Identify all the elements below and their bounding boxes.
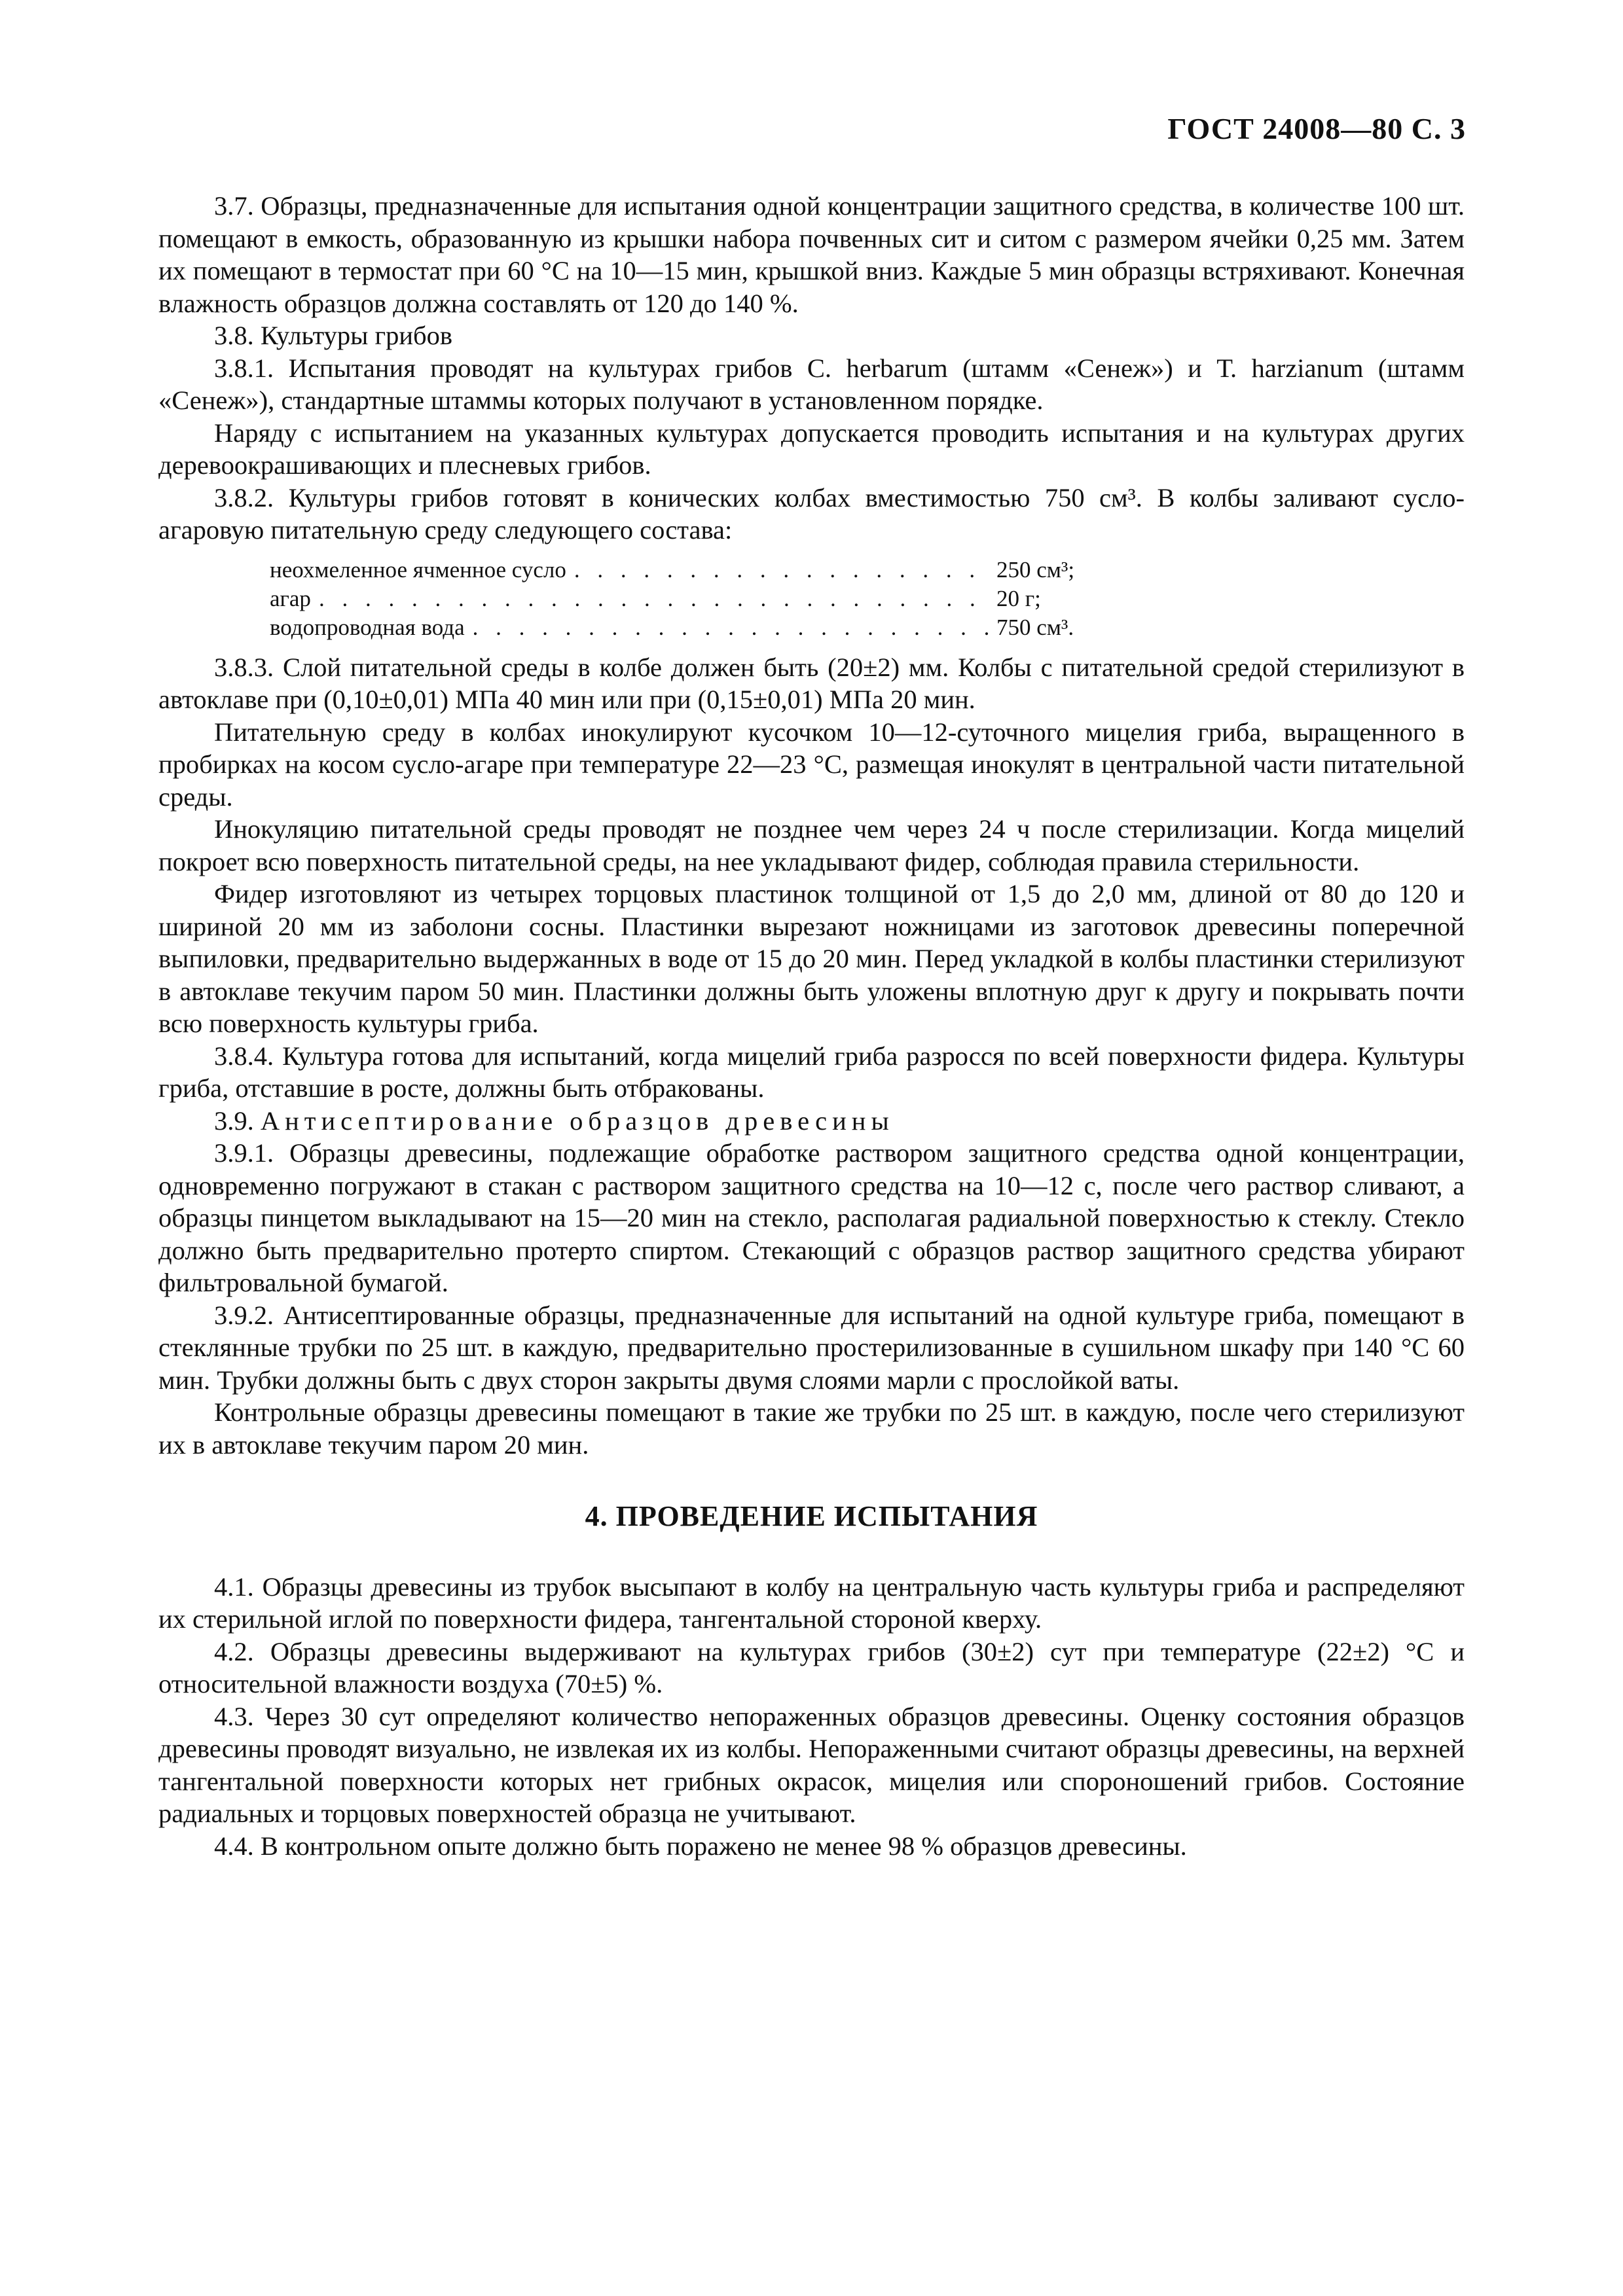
- paragraph-4-1: 4.1. Образцы древесины из трубок высыпают в колбу на центральную часть культуры гриба и распределяют их стерильной иглой по поверхности фидера, тангентальной стороной кверху.: [158, 1571, 1465, 1634]
- section-4-title: 4. ПРОВЕДЕНИЕ ИСПЫТАНИЯ: [585, 1500, 1038, 1532]
- paragraph-3-8-1-note: Наряду с испытанием на указанных культурах допускается проводить испытания и на культурах других деревоокрашивающих и плесневых грибов.: [158, 418, 1465, 480]
- paragraph-4-2: 4.2. Образцы древесины выдерживают на культурах грибов (30±2) сут при температуре (22±2) °С и относительной влажности воздуха (70±5) %.: [158, 1636, 1465, 1698]
- paragraph-3-8-2: 3.8.2. Культуры грибов готовят в конических колбах вместимостью 750 см³. В колбы заливают сусло-агаровую питательную среду следующего состава:: [158, 482, 1465, 545]
- paragraph-3-9-2: 3.9.2. Антисептированные образцы, предназначенные для испытаний на одной культуре гриба, помещают в стеклянные трубки по 25 шт. в каждую, предварительно простерилизованные в сушильном шкафу при 140 °С 60 мин. Трубки должны быть с двух сторон закрыты двумя слоями марли с прослойкой ваты.: [158, 1300, 1465, 1395]
- paragraph-control-samples: Контрольные образцы древесины помещают в такие же трубки по 25 шт. в каждую, после чего стерилизуют их в автоклаве текучим паром 20 мин.: [158, 1397, 1465, 1460]
- leader-dots: [574, 556, 989, 584]
- paragraph-3-8-1: 3.8.1. Испытания проводят на культурах грибов С. herbarum (штамм «Сенеж») и Т. harzianum (штамм «Сенеж»), стандартные штаммы которых получают в установленном порядке.: [158, 353, 1465, 415]
- paragraph-inoculation-timing: Инокуляцию питательной среды проводят не позднее чем через 24 ч после стерилизации. Когда мицелий покроет всю поверхность питательной среды, на нее укладывают фидер, соблюдая правила стерильности.: [158, 814, 1465, 876]
- recipe-row: [270, 556, 1108, 584]
- paragraph-3-9-1: 3.9.1. Образцы древесины, подлежащие обработке раствором защитного средства одной концентрации, одновременно погружают в стакан с раствором защитного средства на 10—12 с, после чего раствор сливают, а образцы пинцетом выкладывают на 15—20 мин на стекло, располагая радиальной поверхностью к стеклу. Стекло должно быть предварительно протерто спиртом. Стекающий с образцов раствор защитного средства убирают фильтровальной бумагой.: [158, 1138, 1465, 1297]
- recipe-ingredient: водопроводная вода: [270, 614, 465, 640]
- medium-recipe-list: [270, 556, 1108, 642]
- leader-dots: [473, 613, 989, 642]
- recipe-ingredient: неохмеленное ячменное сусло: [270, 556, 566, 583]
- recipe-ingredient: агар: [270, 585, 311, 611]
- subsection-number: 3.9.: [214, 1105, 254, 1136]
- page-header: ГОСТ 24008—80 С. 3: [1167, 112, 1466, 145]
- recipe-amount: 20 г;: [996, 585, 1041, 611]
- recipe-amount: 750 см³.: [996, 614, 1074, 640]
- paragraph-feeder: Фидер изготовляют из четырех торцовых пластинок толщиной от 1,5 до 2,0 мм, длиной от 80 до 120 и шириной 20 мм из заболони сосны. Пластинки вырезают ножницами из заготовок древесины поперечной выпиловки, предварительно выдержанных в воде от 15 до 20 мин. Перед укладкой в колбы пластинки стерилизуют в автоклаве текучим паром 50 мин. Пластинки должны быть уложены вплотную друг к другу и покрывать почти всю поверхность культуры гриба.: [158, 879, 1465, 1038]
- recipe-row: [270, 584, 1108, 613]
- subsection-title: Антисептирование образцов древесины: [260, 1105, 894, 1136]
- leader-dots: [319, 584, 989, 613]
- subsection-3-9-heading: [158, 1105, 1465, 1138]
- document-body: [158, 190, 1465, 1862]
- recipe-row: [270, 613, 1108, 642]
- paragraph-3-8-4: 3.8.4. Культура готова для испытаний, когда мицелий гриба разросся по всей поверхности фидера. Культуры гриба, отставшие в росте, должны быть отбракованы.: [158, 1041, 1465, 1103]
- paragraph-4-3: 4.3. Через 30 сут определяют количество непораженных образцов древесины. Оценку состояния образцов древесины проводят визуально, не извлекая их из колбы. Непораженными считают образцы древесины, на верхней тангентальной поверхности которых нет грибных окрасок, мицелия или спороношений грибов. Состояние радиальных и торцовых поверхностей образца не учитывают.: [158, 1701, 1465, 1828]
- paragraph-3-8: 3.8. Культуры грибов: [214, 321, 452, 350]
- paragraph-3-7: 3.7. Образцы, предназначенные для испытания одной концентрации защитного средства, в количестве 100 шт. помещают в емкость, образованную из крышки набора почвенных сит и ситом с размером ячейки 0,25 мм. Затем их помещают в термостат при 60 °С на 10—15 мин, крышкой вниз. Каждые 5 мин образцы встряхивают. Конечная влажность образцов должна составлять от 120 до 140 %.: [158, 191, 1465, 318]
- recipe-amount: 250 см³;: [996, 556, 1075, 583]
- paragraph-4-4: 4.4. В контрольном опыте должно быть поражено не менее 98 % образцов древесины.: [214, 1831, 1187, 1861]
- paragraph-3-8-3: 3.8.3. Слой питательной среды в колбе должен быть (20±2) мм. Колбы с питательной средой стерилизуют в автоклаве при (0,10±0,01) МПа 40 мин или при (0,15±0,01) МПа 20 мин.: [158, 652, 1465, 714]
- paragraph-inoculation: Питательную среду в колбах инокулируют кусочком 10—12-суточного мицелия гриба, выращенного в пробирках на косом сусло-агаре при температуре 22—23 °С, размещая инокулят в центральной части питательной среды.: [158, 717, 1465, 812]
